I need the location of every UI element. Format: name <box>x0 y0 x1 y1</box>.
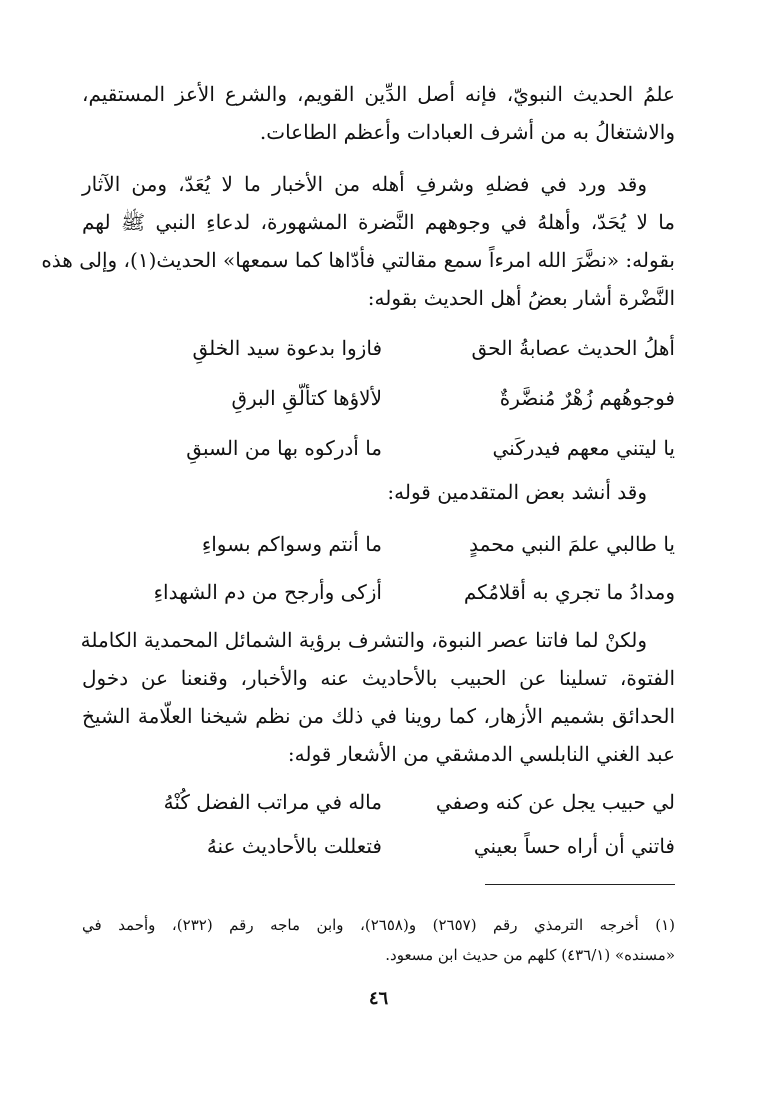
poem-1-verse-2-first-hemistich: فوجوهُهم زُهْرٌ مُنضَّرةٌ <box>499 386 675 410</box>
paragraph-3-line-1: ولكنْ لما فاتنا عصر النبوة، والتشرف برؤية الشمائل المحمدية الكاملة <box>80 628 647 652</box>
paragraph-1-line-2: والاشتغالُ به من أشرف العبادات وأعظم الطاعات. <box>259 120 675 144</box>
footnote-separator <box>485 884 675 885</box>
poem-3-verse-2-first-hemistich: فاتني أن أراه حساً بعيني <box>473 834 675 858</box>
poem-2-verse-2-second-hemistich: أزكى وأرجح من دم الشهداءِ <box>153 580 382 604</box>
poem-1-verse-1-first-hemistich: أهلُ الحديث عصابةُ الحق <box>471 336 675 360</box>
poem-3-verse-1-first-hemistich: لي حبيب يجل عن كنه وصفي <box>435 790 675 814</box>
paragraph-2-line-3: بقوله: «نضَّرَ الله امرءاً سمع مقالتي فأدّاها كما سمعها» الحديث(١)، وإلى هذه <box>41 248 675 272</box>
poem-2-verse-2-first-hemistich: ومدادُ ما تجري به أقلامُكم <box>463 580 675 604</box>
poem-1-verse-3-second-hemistich: ما أدركوه بها من السبقِ <box>186 436 382 460</box>
poem-1-verse-1-second-hemistich: فازوا بدعوة سيد الخلقِ <box>192 336 382 360</box>
paragraph-3-line-3: الحدائق بشميم الأزهار، كما روينا في ذلك من نظم شيخنا العلّامة الشيخ <box>82 704 675 728</box>
paragraph-2-line-1: وقد ورد في فضلهِ وشرفِ أهله من الأخبار ما لا يُعَدّ، ومن الآثار <box>82 172 647 196</box>
page-number: ٤٦ <box>368 988 389 1009</box>
poem-1-verse-3-first-hemistich: يا ليتني معهم فيدركَني <box>492 436 675 460</box>
paragraph-2-line-4: النَّضْرة أشار بعضُ أهل الحديث بقوله: <box>367 286 675 310</box>
poem-3-verse-2-second-hemistich: فتعللت بالأحاديث عنهُ <box>206 834 382 858</box>
paragraph-2-line-2: ما لا يُحَدّ، وأهلهُ في وجوههم النَّضرة المشهورة، لدعاءِ النبي ﷺ لهم <box>82 210 675 234</box>
footnote-line-2: «مسنده» (٤٣٦/١) كلهم من حديث ابن مسعود. <box>385 946 675 964</box>
paragraph-1-line-1: علمُ الحديث النبويّ، فإنه أصل الدِّين القويم، والشرع الأعز المستقيم، <box>82 82 675 106</box>
paragraph-3-line-2: الفتوة، تسلينا عن الحبيب بالأحاديث عنه والأخبار، وقنعنا عن دخول <box>82 666 675 690</box>
poem-2-verse-1-second-hemistich: ما أنتم وسواكم بسواءِ <box>201 532 382 556</box>
footnote-line-1: (١) أخرجه الترمذي رقم (٢٦٥٧) و(٢٦٥٨)، وابن ماجه رقم (٢٣٢)، وأحمد في <box>82 916 675 934</box>
poem-2-verse-1-first-hemistich: يا طالبي علمَ النبي محمدٍ <box>469 532 675 556</box>
paragraph-3-line-4: عبد الغني النابلسي الدمشقي من الأشعار قوله: <box>287 742 675 766</box>
poem-1-verse-2-second-hemistich: لألاؤها كتألّقِ البرقِ <box>231 386 382 410</box>
poem-3-verse-1-second-hemistich: ماله في مراتب الفضل كُنْهُ <box>163 790 382 814</box>
poem-2-intro: وقد أنشد بعض المتقدمين قوله: <box>387 480 647 504</box>
